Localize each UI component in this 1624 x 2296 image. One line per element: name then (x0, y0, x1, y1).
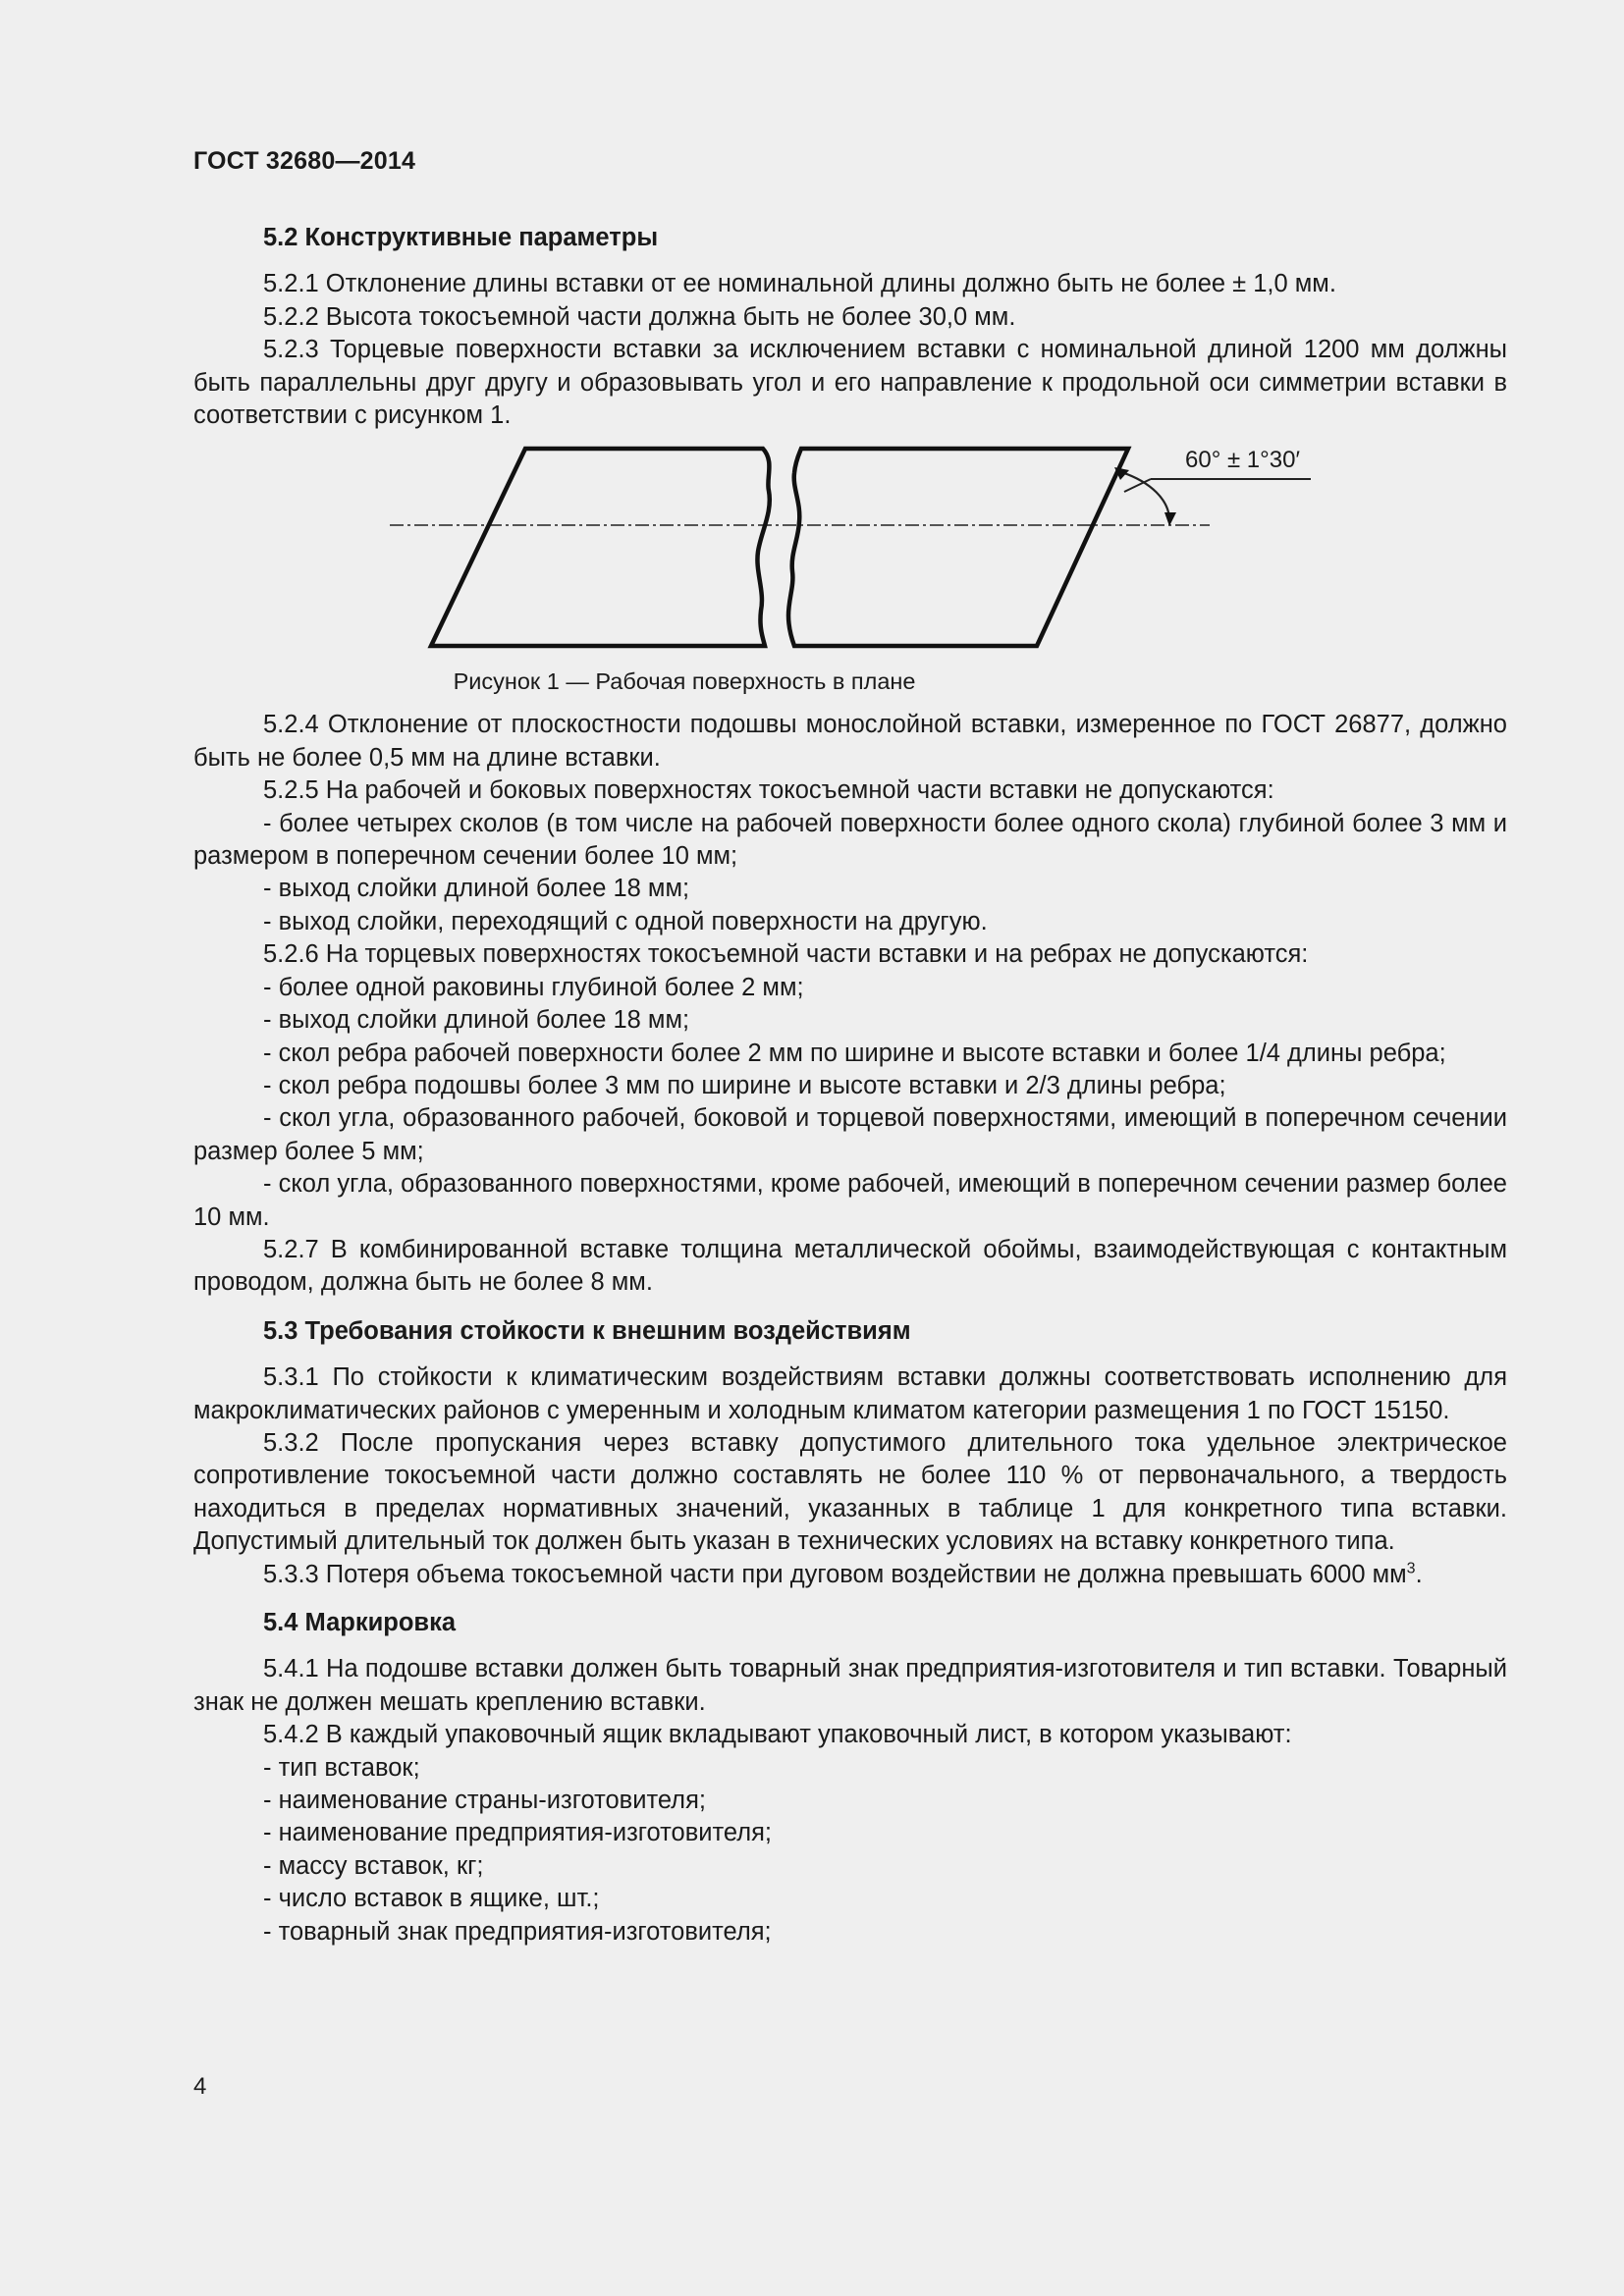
angle-label: 60° ± 1°30′ (1185, 447, 1300, 474)
list-item: - наименование предприятия-изготовителя; (263, 1819, 773, 1847)
list-item: - скол угла, образованного поверхностями, кроме рабочей, имеющий в поперечном сечении размер более 10 мм. (193, 1170, 1507, 1231)
paragraph-5-3-3-text: 5.3.3 Потеря объема токосъемной части при дуговом воздействии не должна превышать 6000 мм (263, 1560, 1407, 1588)
list-item: - скол ребра подошвы более 3 мм по ширине и высоте вставки и 2/3 длины ребра; (263, 1071, 1226, 1099)
list-item: - массу вставок, кг; (263, 1851, 484, 1880)
paragraph-5-2-6: 5.2.6 На торцевых поверхностях токосъемной части вставки и на ребрах не допускаются: (263, 940, 1309, 969)
list-item: - скол ребра рабочей поверхности более 2 мм по ширине и высоте вставки и более 1/4 длины ребра; (263, 1039, 1446, 1067)
paragraph-5-2-4: 5.2.4 Отклонение от плоскостности подошвы монослойной вставки, измеренное по ГОСТ 26877, должно быть не более 0,5 мм на длине вставки. (193, 711, 1507, 772)
figure-caption: Рисунок 1 — Рабочая поверхность в плане (453, 668, 916, 695)
list-item: - выход слойки длиной более 18 мм; (263, 1006, 690, 1035)
list-item: - тип вставок; (263, 1753, 420, 1782)
list-item: - число вставок в ящике, шт.; (263, 1885, 600, 1913)
section-5-4-title: 5.4 Маркировка (263, 1609, 457, 1636)
paragraph-5-4-2: 5.4.2 В каждый упаковочный ящик вкладывают упаковочный лист, в котором указывают: (263, 1721, 1292, 1749)
list-item: - выход слойки длиной более 18 мм; (263, 875, 690, 903)
section-5-3-title: 5.3 Требования стойкости к внешним воздействиям (263, 1316, 911, 1345)
paragraph-5-2-7: 5.2.7 В комбинированной вставке толщина металлической обоймы, взаимодействующая с контактным проводом, должна быть не более 8 мм. (193, 1235, 1507, 1297)
paragraph-5-2-2: 5.2.2 Высота токосъемной части должна быть не более 30,0 мм. (263, 302, 1016, 331)
insert-right-part (788, 449, 1128, 646)
superscript-3: 3 (1406, 1560, 1416, 1577)
paragraph-5-3-2: 5.3.2 После пропускания через вставку допустимого длительного тока удельное электрическое сопротивление токосъемной части должно составлять не более 110 % от первоначального, а твердость находиться в пределах нормативных значений, указанных в таблице 1 для конкретного типа вставки. Допустимый длительный ток должен быть указан в технических условиях на вставку конкретного типа. (193, 1428, 1507, 1556)
figure-1 (193, 444, 1507, 709)
list-item: - наименование страны-изготовителя; (263, 1787, 706, 1815)
list-item: - товарный знак предприятия-изготовителя; (263, 1917, 772, 1946)
list-item: - более одной раковины глубиной более 2 мм; (263, 973, 804, 1001)
paragraph-5-3-3 (193, 1559, 1507, 1591)
paragraph-5-2-3: 5.2.3 Торцевые поверхности вставки за исключением вставки с номинальной длиной 1200 мм должны быть параллельны друг другу и образовывать угол и его направление к продольной оси симметрии вставки в соответствии с рисунком 1. (193, 336, 1507, 430)
page-content (193, 222, 1507, 1949)
section-5-2-title: 5.2 Конструктивные параметры (263, 224, 659, 251)
insert-left-part (431, 449, 770, 646)
page-number: 4 (193, 2073, 207, 2100)
insert-plan-drawing (193, 444, 1507, 665)
standard-header: ГОСТ 32680—2014 (193, 147, 416, 175)
paragraph-5-2-1: 5.2.1 Отклонение длины вставки от ее номинальной длины должно быть не более ± 1,0 мм. (263, 270, 1336, 298)
paragraph-5-2-5: 5.2.5 На рабочей и боковых поверхностях токосъемной части вставки не допускаются: (263, 776, 1274, 805)
paragraph-5-3-3-end: . (1415, 1560, 1423, 1588)
paragraph-5-3-1: 5.3.1 По стойкости к климатическим воздействиям вставки должны соответствовать исполнению для макроклиматических районов с умеренным и холодным климатом категории размещения 1 по ГОСТ 15150. (193, 1363, 1507, 1424)
angle-arrow-bottom (1164, 512, 1176, 526)
list-item: - более четырех сколов (в том числе на рабочей поверхности более одного скола) глубиной более 3 мм и размером в поперечном сечении более 10 мм; (193, 809, 1507, 871)
list-item: - выход слойки, переходящий с одной поверхности на другую. (263, 907, 988, 935)
list-item: - скол угла, образованного рабочей, боковой и торцевой поверхностями, имеющий в поперечном сечении размер более 5 мм; (193, 1104, 1507, 1165)
paragraph-5-4-1: 5.4.1 На подошве вставки должен быть товарный знак предприятия-изготовителя и тип вставки. Товарный знак не должен мешать креплению вставки. (193, 1655, 1507, 1716)
